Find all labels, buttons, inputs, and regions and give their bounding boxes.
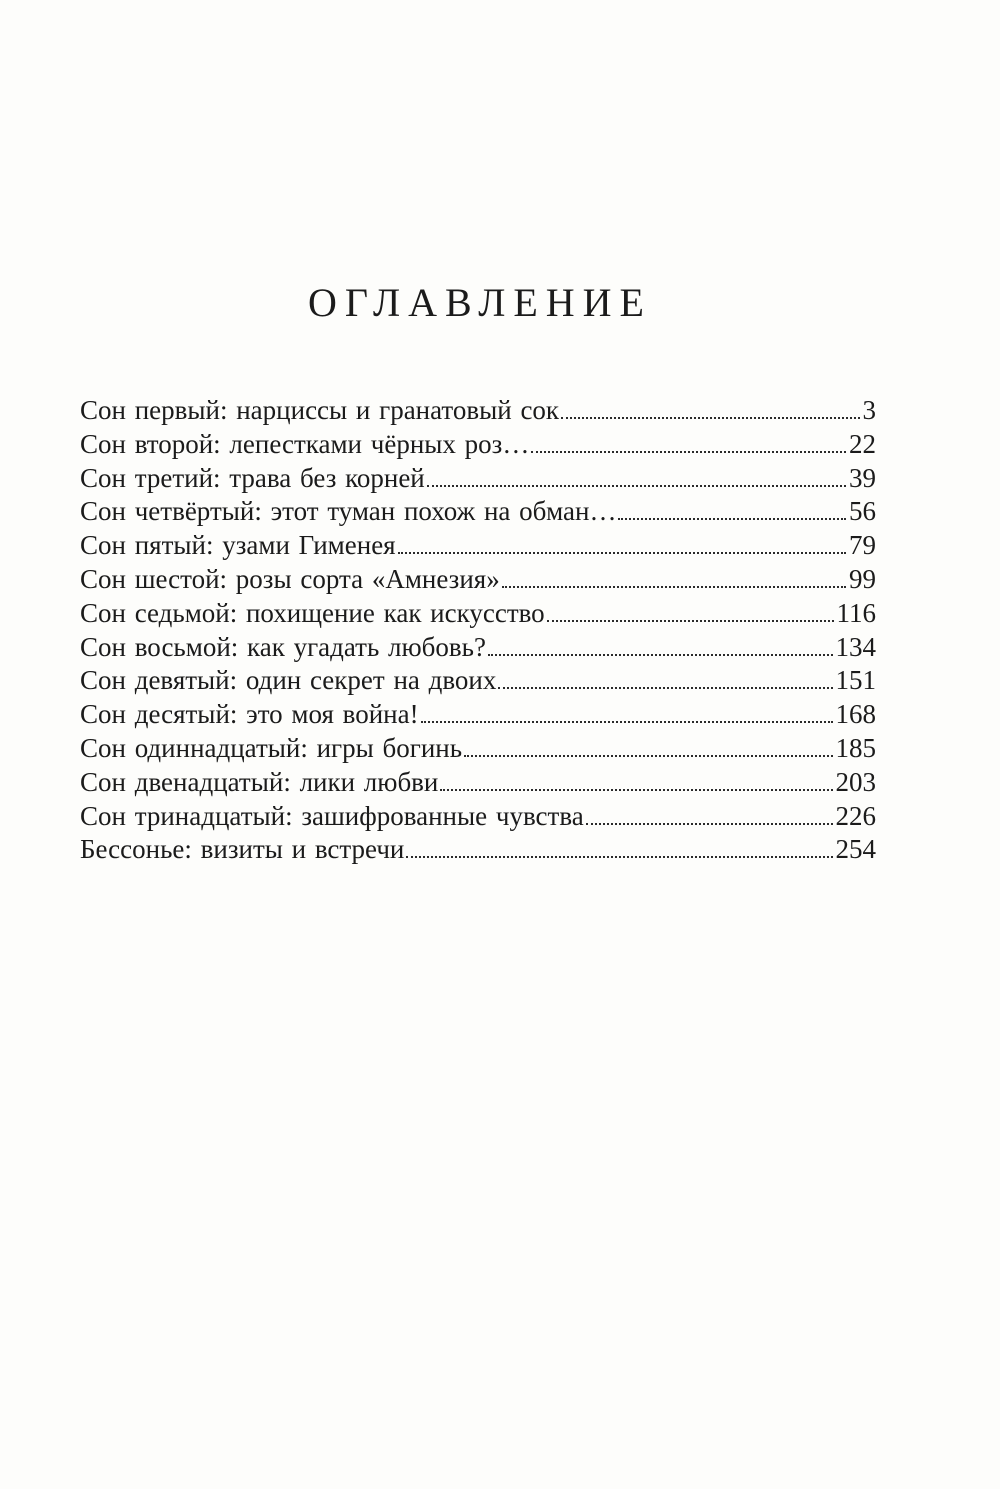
dot-leader (502, 566, 846, 588)
toc-entry-title: Сон девятый: один секрет на двоих (80, 665, 497, 696)
toc-entry-title: Бессонье: визиты и встречи (80, 834, 405, 865)
dot-leader (618, 498, 846, 520)
toc-entry-title: Сон двенадцатый: лики любви (80, 766, 439, 797)
toc-entry (80, 698, 876, 732)
dot-leader (440, 769, 832, 791)
toc-heading: ОГЛАВЛЕНИЕ (308, 280, 652, 325)
dot-leader (488, 634, 833, 656)
toc-entry-page: 116 (836, 597, 876, 628)
toc-entry-page: 79 (849, 530, 876, 561)
toc-entry-page: 99 (849, 563, 876, 594)
toc-entry-page: 203 (835, 766, 876, 797)
dot-leader (464, 735, 832, 757)
toc-entry-page: 22 (849, 428, 876, 459)
toc-entry (80, 732, 876, 766)
toc-entry-title: Сон третий: трава без корней (80, 462, 425, 493)
dot-leader (498, 667, 832, 689)
toc-entry-title: Сон одиннадцатый: игры богинь (80, 732, 463, 763)
toc-entry-page: 56 (849, 496, 876, 527)
toc-entry-title: Сон тринадцатый: зашифрованные чувства (80, 800, 584, 831)
toc-entry-title: Сон восьмой: как угадать любовь? (80, 631, 486, 662)
toc-entry-page: 226 (835, 800, 876, 831)
toc-entry-title: Сон второй: лепестками чёрных роз… (80, 428, 530, 459)
dot-leader (406, 836, 832, 858)
dot-leader (547, 600, 834, 622)
toc-entry-title: Сон шестой: розы сорта «Амнезия» (80, 563, 500, 594)
toc-entry-page: 168 (835, 699, 876, 730)
toc-entry-title: Сон седьмой: похищение как искусство (80, 597, 545, 628)
toc-entry-title: Сон десятый: это моя война! (80, 699, 419, 730)
toc-entry (80, 462, 876, 496)
dot-leader (586, 803, 833, 825)
toc-entry (80, 766, 876, 800)
toc-entry-page: 3 (862, 395, 876, 425)
toc-entry (80, 597, 876, 631)
toc-entry-page: 39 (849, 462, 876, 493)
toc-entry-page: 185 (835, 732, 876, 763)
toc-entry-page: 151 (835, 665, 876, 696)
dot-leader (398, 532, 846, 554)
toc-entry-title: Сон пятый: узами Гименея (80, 530, 396, 561)
toc-entry (80, 664, 876, 698)
toc-entry (80, 495, 876, 529)
toc-entry-page: 134 (835, 631, 876, 662)
toc-entry (80, 394, 876, 428)
toc-entry-title: Сон четвёртый: этот туман похож на обман… (80, 496, 617, 527)
toc-entry (80, 631, 876, 665)
toc-entry-page: 254 (835, 834, 876, 865)
toc-entry (80, 428, 876, 462)
toc-entry (80, 529, 876, 563)
dot-leader (421, 701, 833, 723)
dot-leader (531, 431, 846, 453)
dot-leader (561, 397, 859, 419)
toc-entry (80, 833, 876, 867)
toc-entry (80, 800, 876, 834)
dot-leader (427, 465, 846, 487)
toc-entry (80, 563, 876, 597)
toc-list (80, 394, 876, 867)
toc-entry-title: Сон первый: нарциссы и гранатовый сок (80, 395, 560, 425)
